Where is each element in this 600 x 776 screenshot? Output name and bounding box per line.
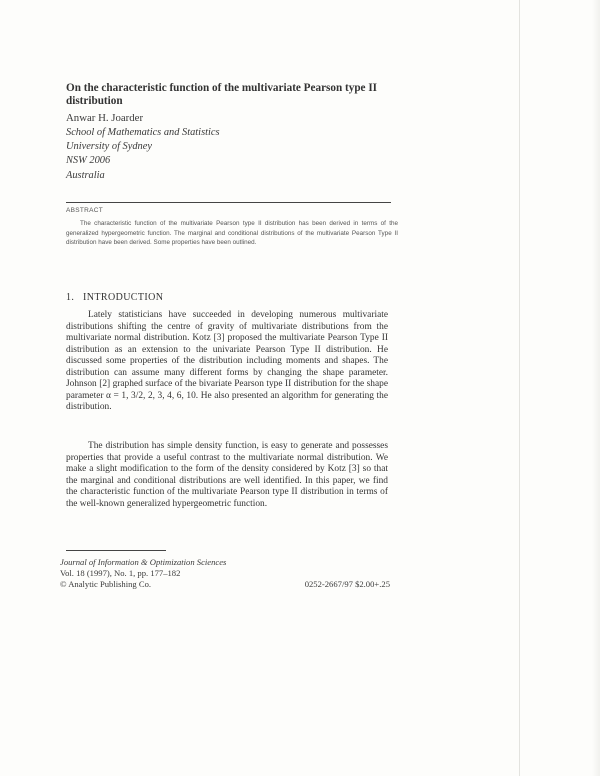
abstract-text: The characteristic function of the multivariate Pearson type II distribution has been derived in terms of the generalized hypergeometric function. The marginal and conditional distributions of the multivariate Pearson Type II distribution have been derived. Some properties have been outlined.	[66, 220, 398, 247]
body-paragraph: The distribution has simple density function, is easy to generate and possesses properties that provide a useful contrast to the multivariate normal distribution. We make a slight modification to the form of the density considered by Kotz [3] so that the marginal and conditional distributions are well identified. In this paper, we find the characteristic function of the multivariate Pearson type II distribution in terms of the well-known generalized hypergeometric function.	[66, 441, 388, 509]
footer-row	[60, 579, 390, 590]
affiliation-line: NSW 2006	[66, 155, 111, 167]
page-edge-shadow	[592, 0, 600, 776]
publication-footer	[60, 557, 390, 589]
abstract-rule	[66, 202, 391, 203]
footer-rule	[66, 550, 166, 551]
issn-code: 0252-2667/97 $2.00+.25	[304, 578, 390, 589]
affiliation-line: University of Sydney	[66, 141, 152, 153]
paper-title: On the characteristic function of the multivariate Pearson type II distribution	[66, 82, 378, 107]
affiliation-block	[66, 126, 326, 183]
affiliation-line: School of Mathematics and Statistics	[66, 127, 220, 138]
abstract-heading: ABSTRACT	[66, 207, 104, 214]
journal-volume: Vol. 18 (1997), No. 1, pp. 177–182	[60, 567, 181, 578]
section-title: INTRODUCTION	[83, 292, 164, 303]
page-fold-line	[519, 0, 520, 776]
affiliation-line: Australia	[66, 169, 105, 181]
body-paragraph: Lately statisticians have succeeded in developing numerous multivariate distributions shifting the centre of gravity of multivariate distributions from the multivariate normal distribution. Kotz [3] proposed the multivariate Pearson Type II distribution as an extension to the univariate Pearson Type II distribution. He discussed some properties of the distribution including moments and shapes. The distribution can assume many different forms by changing the shape parameter. Johnson [2] graphed surface of the bivariate Pearson type II distribution for the shape parameter α = 1, 3/2, 2, 3, 4, 6, 10. He also presented an algorithm for generating the distribution.	[66, 310, 388, 413]
journal-name: Journal of Information & Optimization Sciences	[60, 557, 227, 567]
author-name: Anwar H. Joarder	[66, 112, 144, 124]
section-heading	[66, 292, 163, 303]
copyright-line: © Analytic Publishing Co.	[60, 578, 152, 589]
section-number: 1.	[66, 292, 75, 303]
